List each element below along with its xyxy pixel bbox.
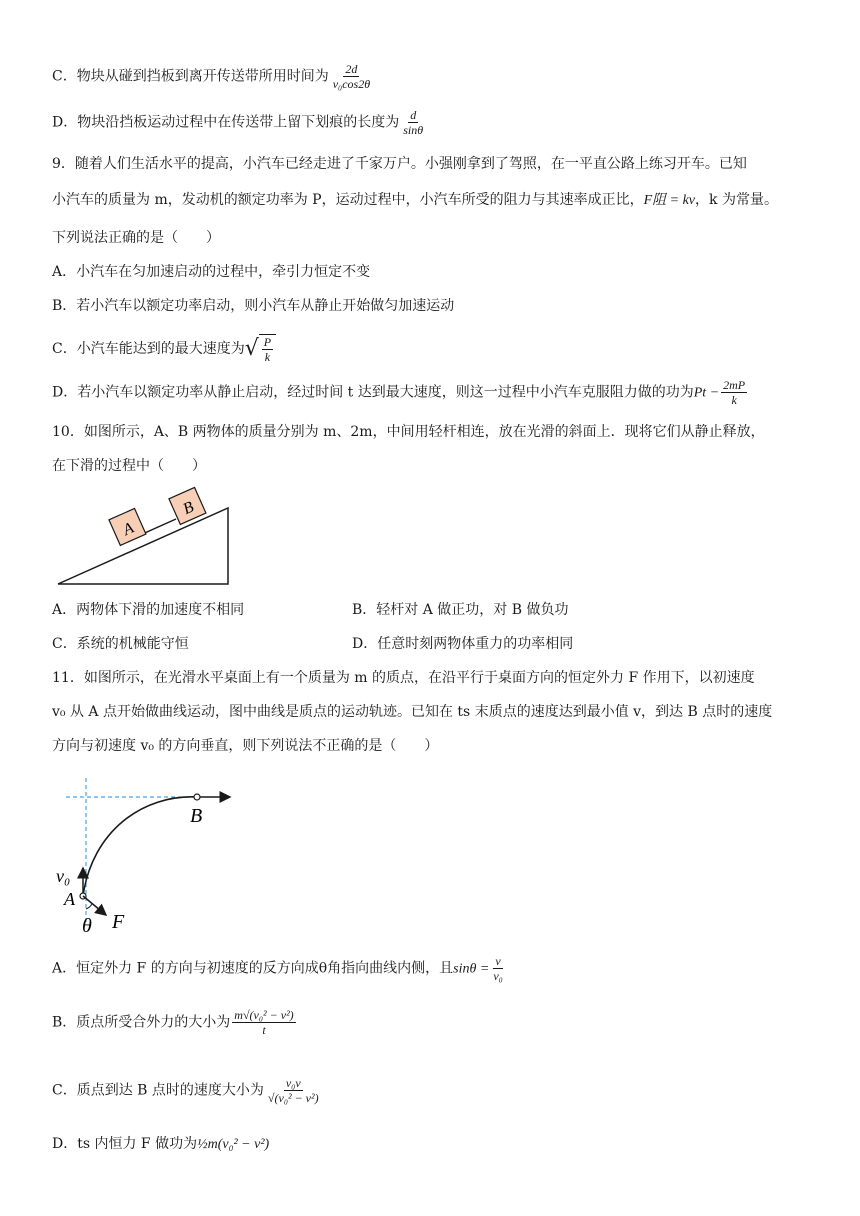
q11-option-a-fraction: $\frac{v}{\text{v₀}}$: [493, 954, 503, 983]
q8-option-c-fraction: $\frac{2d}{\text{v₀cos2θ}}$: [332, 62, 371, 91]
q11-option-c-fraction: $\frac{\text{v₀v}}{\text{√(v₀² − v²)}}$: [267, 1076, 319, 1105]
label-a: A: [64, 889, 75, 909]
q11-option-a: A．恒定外力 F 的方向与初速度的反方向成θ角指向曲线内侧，且sinθ = $\frac{v}{\text{v₀}}$: [52, 954, 503, 983]
label-f: F: [112, 911, 125, 933]
block-a: [109, 508, 146, 545]
q11-option-b-fraction: $\frac{\text{m√(v₀² − v²)}}{t}$: [234, 1008, 294, 1037]
q11-option-c: C．质点到达 B 点时的速度大小为 $\frac{\text{v₀v}}{\text{√(v₀² − v²)}}$: [52, 1076, 319, 1105]
trajectory-curve: [83, 797, 198, 896]
incline-wedge: [58, 508, 228, 584]
q10-incline-figure: [52, 484, 242, 590]
q9-option-d: D．若小汽车以额定功率从静止启动，经过时间 t 达到最大速度，则这一过程中小汽车克服阻力做的功为Pt − $\frac{2mP}{k}$: [52, 378, 746, 407]
q10-stem-line2: 在下滑的过程中（ ）: [52, 458, 206, 474]
q10-option-d: D．任意时刻两物体重力的功率相同: [352, 636, 574, 652]
q8-option-d: D．物块沿挡板运动过程中在传送带上留下划痕的长度为 $\frac{d}{\sin\theta}$: [52, 108, 424, 137]
q11-stem-line3: 方向与初速度 v₀ 的方向垂直，则下列说法不正确的是（ ）: [52, 738, 439, 754]
q10-option-c: C．系统的机械能守恒: [52, 636, 189, 652]
q9-stem-line3: 下列说法正确的是（ ）: [52, 230, 220, 246]
q11-option-b: B．质点所受合外力的大小为 $\frac{\text{m√(v₀² − v²)}}{t}$: [52, 1008, 294, 1037]
label-v0: v₀: [56, 866, 71, 886]
q11-option-d-expression: ½m(v₀² − v²): [197, 1137, 270, 1152]
q11-stem-line2: v₀ 从 A 点开始做曲线运动，图中曲线是质点的运动轨迹。已知在 ts 末质点的速度达到最小值 v，到达 B 点时的速度: [52, 704, 773, 720]
q9-friction-formula: F阻 = kv: [643, 193, 696, 208]
q10-option-a: A．两物体下滑的加速度不相同: [52, 602, 245, 618]
q11-trajectory-figure: [52, 772, 252, 940]
q11-option-d: D．ts 内恒力 F 做功为½m(v₀² − v²): [52, 1136, 270, 1152]
point-b: [194, 794, 200, 800]
q8-option-d-fraction: $\frac{d}{\sin\theta}$: [403, 108, 424, 137]
q9-option-c: C．小汽车能达到的最大速度为 √ $\frac{P}{k}$: [52, 334, 276, 364]
q8-option-c: C．物块从碰到挡板到离开传送带所用时间为 $\frac{2d}{\text{v₀cos2θ}}$: [52, 62, 371, 91]
label-theta: θ: [82, 915, 92, 937]
q9-option-d-fraction: $\frac{2mP}{k}$: [723, 378, 746, 407]
q11-stem-line1: 11．如图所示，在光滑水平桌面上有一个质量为 m 的质点，在沿平行于桌面方向的恒定外力 F 作用下，以初速度: [52, 670, 755, 686]
q10-stem-line1: 10．如图所示，A、B 两物体的质量分别为 m、2m，中间用轻杆相连，放在光滑的斜面上．现将它们从静止释放，: [52, 424, 765, 440]
q9-stem-line2: 小汽车的质量为 m，发动机的额定功率为 P，运动过程中，小汽车所受的阻力与其速率成正比，F阻 = kv，k 为常量。: [52, 192, 778, 208]
q9-option-a: A．小汽车在匀加速启动的过程中，牵引力恒定不变: [52, 264, 371, 280]
theta-arc: [86, 904, 92, 909]
q9-stem-line1: 9．随着人们生活水平的提高，小汽车已经走进了千家万户。小强刚拿到了驾照，在一平直公路上练习开车。已知: [52, 156, 747, 172]
block-a-label: A: [120, 519, 137, 539]
q9-option-b: B．若小汽车以额定功率启动，则小汽车从静止开始做匀加速运动: [52, 298, 455, 314]
label-b: B: [190, 805, 203, 827]
q10-option-b: B．轻杆对 A 做正功，对 B 做负功: [352, 602, 569, 618]
q9-option-c-sqrt: √ $\frac{P}{k}$: [245, 334, 276, 364]
block-b-label: B: [180, 498, 197, 518]
